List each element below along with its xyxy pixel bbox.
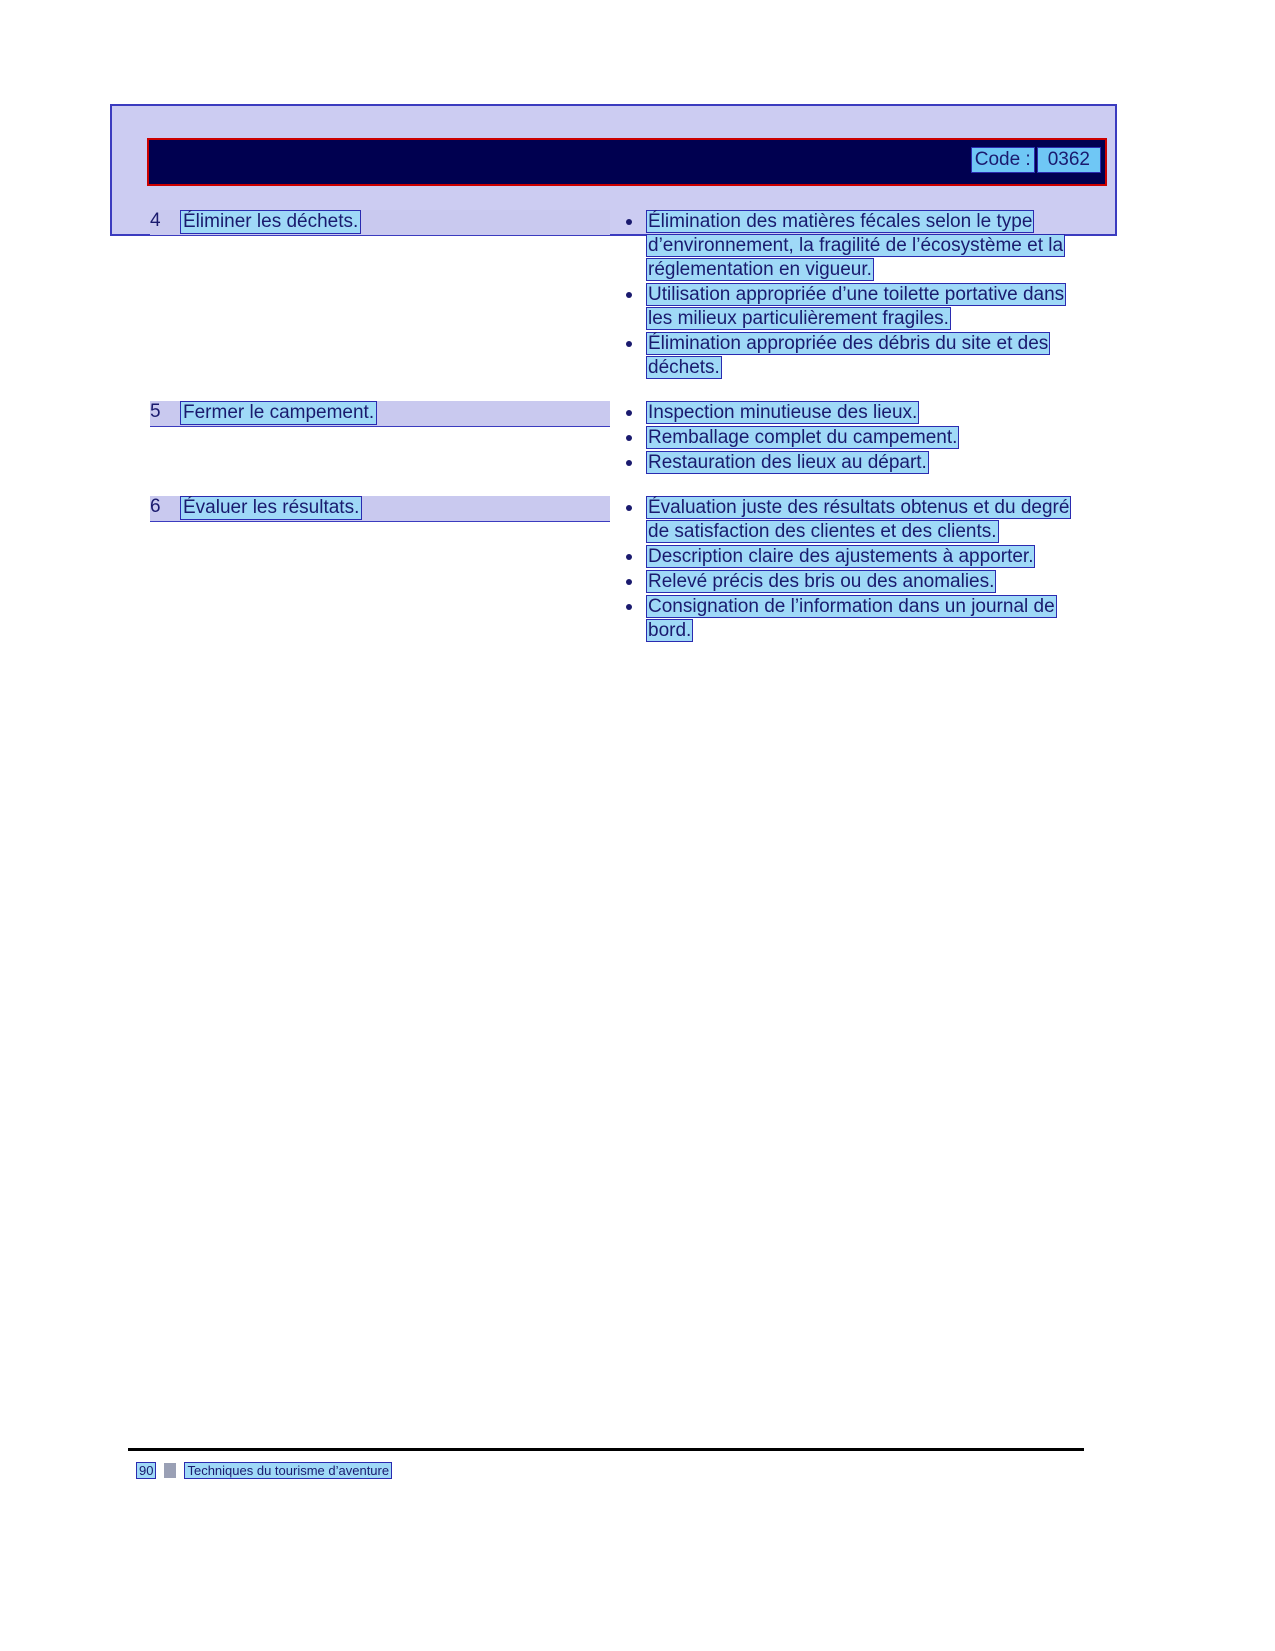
bullet-icon — [626, 460, 632, 466]
task-column — [150, 401, 620, 476]
criteria-text: Utilisation appropriée d’une toilette portative dans les milieux particulièrement fragiles. — [648, 284, 1065, 329]
task-column — [150, 210, 620, 381]
code-value: 0362 — [1037, 147, 1101, 173]
criteria-text: Description claire des ajustements à apporter. — [648, 546, 1034, 567]
task-cell — [150, 401, 610, 427]
criteria-list — [620, 496, 1088, 643]
page-footer — [136, 1462, 392, 1479]
criteria-column — [620, 496, 1088, 644]
task-label: Éliminer les déchets. — [180, 210, 361, 234]
criteria-text: Remballage complet du campement. — [648, 427, 958, 448]
task-label: Évaluer les résultats. — [180, 496, 362, 520]
code-field — [971, 145, 1101, 175]
bullet-icon — [626, 435, 632, 441]
table-row — [150, 210, 1088, 381]
code-label: Code : — [971, 147, 1035, 173]
table-row — [150, 496, 1088, 644]
criteria-text: Restauration des lieux au départ. — [648, 452, 927, 473]
criteria-list — [620, 210, 1088, 380]
task-column — [150, 496, 620, 644]
list-item — [620, 283, 1088, 331]
task-number: 5 — [150, 401, 161, 422]
bullet-icon — [626, 554, 632, 560]
bullet-icon — [626, 410, 632, 416]
criteria-text: Élimination des matières fécales selon le type d’environnement, la fragilité de l’écosystème et la réglementation en vigueur. — [648, 211, 1064, 280]
footer-title: Techniques du tourisme d’aventure — [184, 1462, 392, 1479]
criteria-list — [620, 401, 1088, 475]
task-cell — [150, 496, 610, 522]
criteria-text: Élimination appropriée des débris du site et des déchets. — [648, 333, 1049, 378]
page-number: 90 — [136, 1462, 156, 1479]
list-item — [620, 426, 1088, 450]
task-number: 4 — [150, 210, 161, 231]
list-item — [620, 401, 1088, 425]
footer-spacer — [164, 1463, 176, 1478]
header-title-bar — [147, 138, 1107, 186]
criteria-text: Relevé précis des bris ou des anomalies. — [648, 571, 995, 592]
list-item — [620, 451, 1088, 475]
list-item — [620, 545, 1088, 569]
list-item — [620, 570, 1088, 594]
table-row — [150, 401, 1088, 476]
task-label: Fermer le campement. — [180, 401, 377, 425]
bullet-icon — [626, 341, 632, 347]
criteria-column — [620, 210, 1088, 381]
criteria-column — [620, 401, 1088, 476]
task-number: 6 — [150, 496, 161, 517]
criteria-text: Inspection minutieuse des lieux. — [648, 402, 918, 423]
bullet-icon — [626, 219, 632, 225]
criteria-text: Évaluation juste des résultats obtenus et du degré de satisfaction des clientes et des clients. — [648, 497, 1070, 542]
list-item — [620, 210, 1088, 282]
task-cell — [150, 210, 610, 236]
bullet-icon — [626, 579, 632, 585]
footer-divider — [128, 1448, 1084, 1451]
bullet-icon — [626, 505, 632, 511]
bullet-icon — [626, 604, 632, 610]
criteria-text: Consignation de l’information dans un journal de bord. — [648, 596, 1055, 641]
competency-table — [150, 210, 1088, 664]
bullet-icon — [626, 292, 632, 298]
list-item — [620, 332, 1088, 380]
list-item — [620, 595, 1088, 643]
list-item — [620, 496, 1088, 544]
